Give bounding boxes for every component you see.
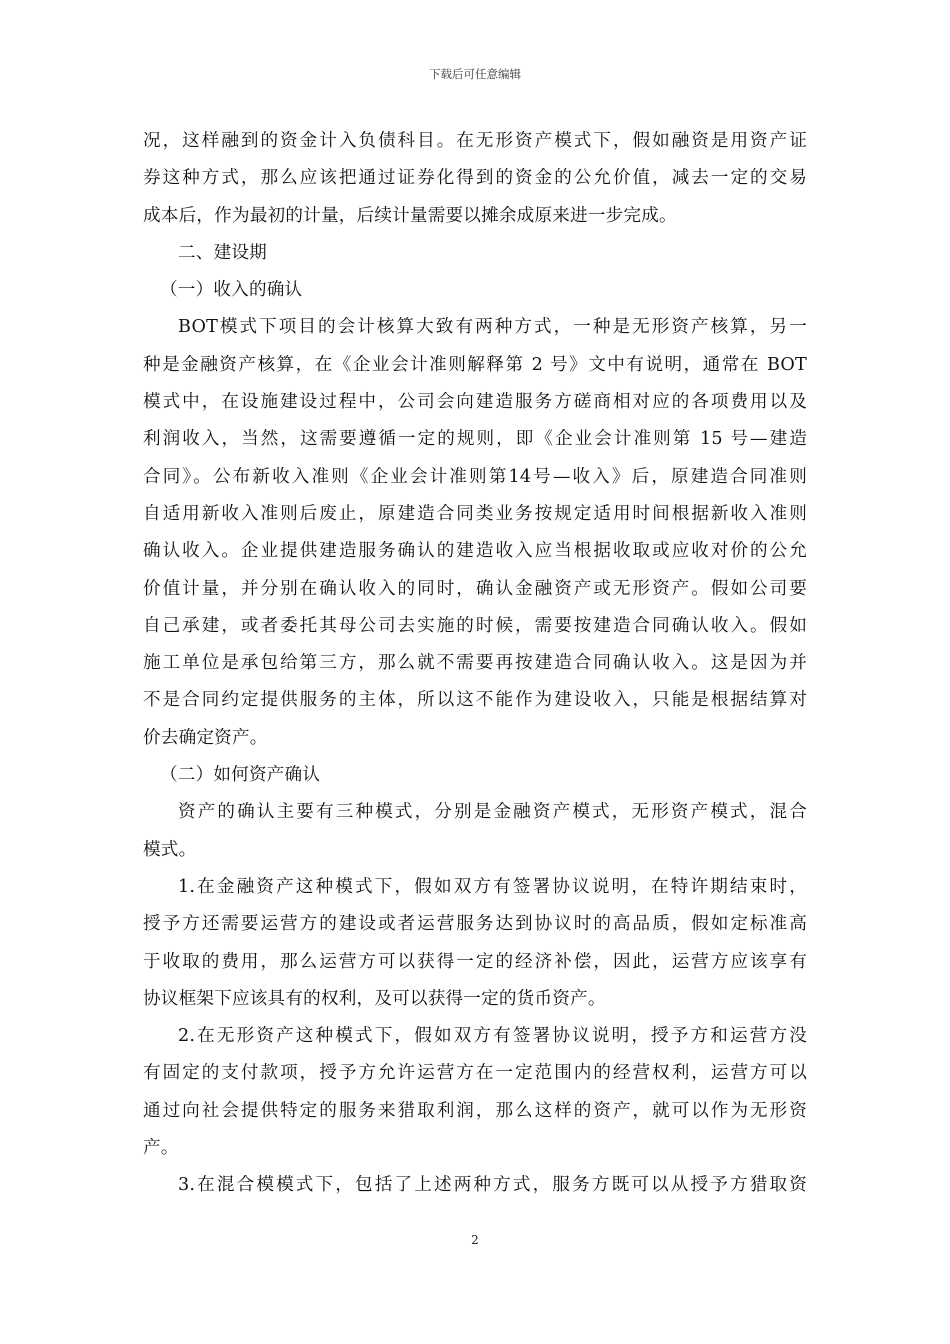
text-line: 协议框架下应该具有的权利，及可以获得一定的货币资产。: [143, 988, 606, 1009]
text-line: 成本后，作为最初的计量，后续计量需要以摊余成原来进一步完成。: [143, 205, 677, 226]
text-line: 通过向社会提供特定的服务来猎取利润，那么这样的资产，就可以作为无形资: [143, 1100, 807, 1121]
text-line: 2.在无形资产这种模式下，假如双方有签署协议说明，授予方和运营方没: [178, 1026, 807, 1047]
text-line: 于收取的费用，那么运营方可以获得一定的经济补偿，因此，运营方应该享有: [143, 951, 807, 972]
text-line: 1.在金融资产这种模式下，假如双方有签署协议说明，在特许期结束时，: [178, 876, 807, 897]
text-line: BOT模式下项目的会计核算大致有两种方式，一种是无形资产核算，另一: [178, 317, 807, 338]
text-line: 施工单位是承包给第三方，那么就不需要再按建造合同确认收入。这是因为并: [143, 653, 807, 674]
text-line: 资产的确认主要有三种模式，分别是金融资产模式，无形资产模式，混合: [178, 802, 807, 823]
document-body: [143, 123, 807, 1205]
text-line: 模式。: [143, 839, 197, 860]
text-line: 有固定的支付款项，授予方允许运营方在一定范围内的经营权利，运营方可以: [143, 1063, 807, 1084]
text-line: 确认收入。企业提供建造服务确认的建造收入应当根据收取或应收对价的公允: [143, 541, 807, 562]
text-line: 种是金融资产核算，在《企业会计准则解释第 2 号》文中有说明，通常在 BOT: [143, 354, 807, 375]
text-line: 券这种方式，那么应该把通过证券化得到的资金的公允价值，减去一定的交易: [143, 168, 807, 189]
text-line: 利润收入，当然，这需要遵循一定的规则，即《企业会计准则第 15 号—建造: [143, 429, 807, 450]
subsection-heading: （二）如何资产确认: [160, 765, 321, 786]
subsection-heading: （一）收入的确认: [160, 280, 303, 301]
page-header: 下载后可任意编辑: [429, 67, 521, 81]
text-line: 授予方还需要运营方的建设或者运营服务达到协议时的高品质，假如定标准高: [143, 914, 807, 935]
page-number: 2: [471, 1233, 479, 1247]
text-line: 价值计量，并分别在确认收入的同时，确认金融资产或无形资产。假如公司要: [143, 578, 807, 599]
text-line: 产。: [143, 1138, 179, 1159]
text-line: 不是合同约定提供服务的主体，所以这不能作为建设收入，只能是根据结算对: [143, 690, 807, 711]
text-line: 况，这样融到的资金计入负债科目。在无形资产模式下，假如融资是用资产证: [143, 131, 807, 151]
text-line: 自己承建，或者委托其母公司去实施的时候，需要按建造合同确认收入。假如: [143, 615, 807, 636]
text-line: 合同》。公布新收入准则《企业会计准则第14号—收入》后，原建造合同准则: [143, 466, 807, 487]
text-line: 3.在混合模模式下，包括了上述两种方式，服务方既可以从授予方猎取资: [178, 1175, 807, 1196]
section-heading: 二、建设期: [178, 242, 267, 263]
text-line: 模式中，在设施建设过程中，公司会向建造服务方磋商相对应的各项费用以及: [143, 392, 807, 413]
text-line: 价去确定资产。: [143, 727, 268, 748]
text-line: 自适用新收入准则后废止，原建造合同类业务按规定适用时间根据新收入准则: [143, 503, 807, 524]
